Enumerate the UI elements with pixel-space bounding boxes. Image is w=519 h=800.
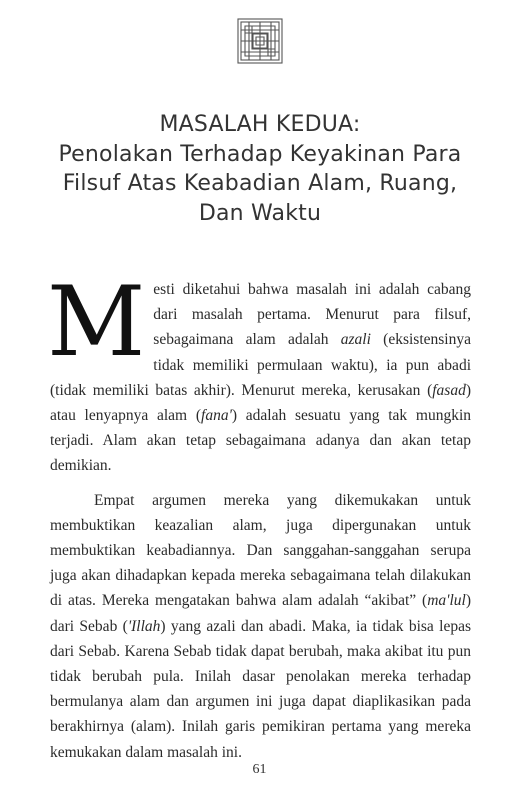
term-fana: fana': [201, 407, 232, 425]
paragraph-1-text-d: ) adalah sesuatu yang tak mungkin terjadi. Alam akan tetap sebagaimana adanya dan akan tetap demikian.: [50, 407, 471, 475]
heading-line-3: Filsuf Atas Keabadian Alam, Ruang,: [62, 171, 458, 196]
drop-cap: M: [47, 266, 146, 378]
term-azali: azali: [340, 331, 371, 349]
paragraph-2-text-b: ) dari Sebab (: [50, 592, 471, 635]
paragraph-1-text-c: ) atau lenyapnya alam (: [50, 381, 471, 425]
paragraph-2: [50, 488, 471, 765]
paragraph-1-text-a: esti diketahui bahwa masalah ini adalah cabang dari masalah pertama. Menurut para filsuf, sebagaimana alam adalah: [153, 281, 471, 349]
term-maclul: ma'lul: [427, 592, 466, 610]
heading-line-1: MASALAH KEDUA:: [159, 112, 361, 137]
paragraph-2-text-c: ) yang azali dan abadi. Maka, ia tidak bisa lepas dari Sebab. Karena Sebab tidak dapat berubah, maka akibat itu pun tidak berubah pula. Inilah dasar penolakan mereka terhadap bermulanya alam dan argumen ini juga dapat diaplikasikan pada berakhirnya (alam). Inilah garis pemikiran pertama yang mereka kemukakan dalam masalah ini.: [50, 617, 472, 761]
page-number: 61: [252, 762, 267, 777]
term-illah: 'Illah: [127, 617, 161, 635]
paragraph-1-text-b: (eksistensinya tidak memiliki permulaan waktu), ia pun abadi (tidak memiliki batas akhir). Menurut mereka, kerusakan (: [50, 331, 471, 399]
chapter-heading: [40, 110, 480, 228]
paragraph-1: [47, 266, 471, 479]
heading-line-2: Penolakan Terhadap Keyakinan Para: [58, 141, 462, 167]
geometric-knot-ornament-icon: [237, 18, 283, 64]
paragraph-2-text-a: Empat argumen mereka yang dikemukakan untuk membuktikan keazalian alam, juga dipergunakan untuk membuktikan keabadiannya. Dan sanggahan-sanggahan serupa juga akan dihadapkan kepada mereka sebagaimana telah dilakukan di atas. Mereka mengatakan bahwa alam adalah “akibat” (: [50, 491, 471, 610]
term-fasad: fasad: [432, 381, 466, 399]
body-text: [47, 266, 472, 765]
heading-line-4: Dan Waktu: [198, 200, 322, 226]
